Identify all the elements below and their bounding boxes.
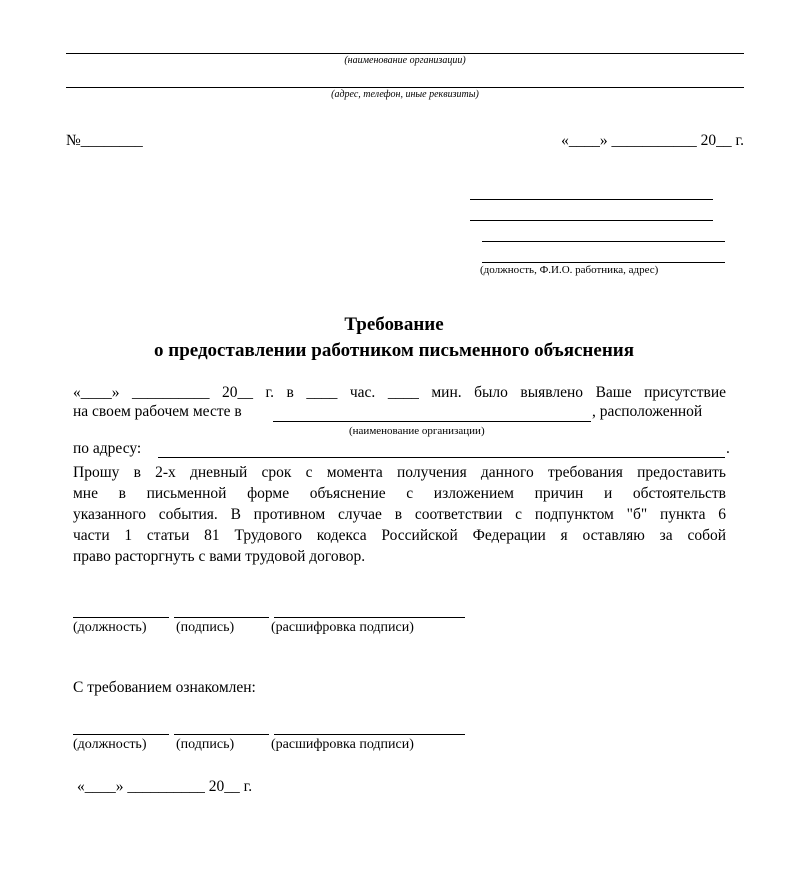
sign2-decoding-caption: (расшифровка подписи)	[271, 737, 414, 752]
workplace-org-field[interactable]	[273, 421, 591, 422]
document-date[interactable]: «____» ___________ 20__ г.	[561, 132, 744, 149]
body-paragraph-line-5: право расторгнуть с вами трудовой договор.	[73, 548, 366, 565]
sign2-position-caption: (должность)	[73, 737, 147, 752]
recipient-line-3[interactable]	[482, 241, 725, 242]
workplace-label: на своем рабочем месте в	[73, 403, 242, 420]
address-field[interactable]	[158, 457, 725, 458]
document-subtitle: о предоставлении работником письменного объяснения	[154, 340, 634, 361]
address-line[interactable]	[66, 87, 744, 88]
body-paragraph-line-1: Прошу в 2-х дневный срок с момента получения данного требования предоставить	[73, 464, 726, 481]
org-name-caption: (наименование организации)	[344, 55, 466, 66]
body-paragraph-line-2: мне в письменной форме объяснение с изложением причин и обстоятельств	[73, 485, 726, 502]
sign2-signature-field[interactable]	[174, 734, 269, 735]
recipient-line-2[interactable]	[470, 220, 713, 221]
body-paragraph-line-3: указанного события. В противном случае в соответствии с подпунктом "б" пункта 6	[73, 506, 726, 523]
sign1-position-field[interactable]	[73, 617, 169, 618]
address-caption: (адрес, телефон, иные реквизиты)	[331, 89, 479, 100]
sign1-decoding-field[interactable]	[274, 617, 465, 618]
sign1-signature-caption: (подпись)	[176, 620, 235, 635]
recipient-line-4[interactable]	[482, 262, 725, 263]
sign2-decoding-field[interactable]	[274, 734, 465, 735]
org-name-line[interactable]	[66, 53, 744, 54]
address-end: .	[726, 440, 730, 457]
sign2-signature-caption: (подпись)	[176, 737, 235, 752]
document-title: Требование	[344, 314, 444, 335]
document-number[interactable]: №________	[66, 132, 143, 149]
body-paragraph-line-4: части 1 статьи 81 Трудового кодекса Российской Федерации я оставляю за собой	[73, 527, 726, 544]
address-label: по адресу:	[73, 440, 142, 457]
workplace-suffix: , расположенной	[592, 403, 703, 420]
recipient-caption: (должность, Ф.И.О. работника, адрес)	[480, 264, 659, 276]
sign1-signature-field[interactable]	[174, 617, 269, 618]
body-line-1: «____» __________ 20__ г. в ____ час. ____ мин. было выявлено Ваше присутствие	[73, 384, 726, 401]
sign1-position-caption: (должность)	[73, 620, 147, 635]
acknowledgement-date[interactable]: «____» __________ 20__ г.	[77, 778, 253, 795]
workplace-org-caption: (наименование организации)	[349, 425, 485, 437]
acknowledgement-label: С требованием ознакомлен:	[73, 679, 256, 696]
sign1-decoding-caption: (расшифровка подписи)	[271, 620, 414, 635]
recipient-line-1[interactable]	[470, 199, 713, 200]
sign2-position-field[interactable]	[73, 734, 169, 735]
